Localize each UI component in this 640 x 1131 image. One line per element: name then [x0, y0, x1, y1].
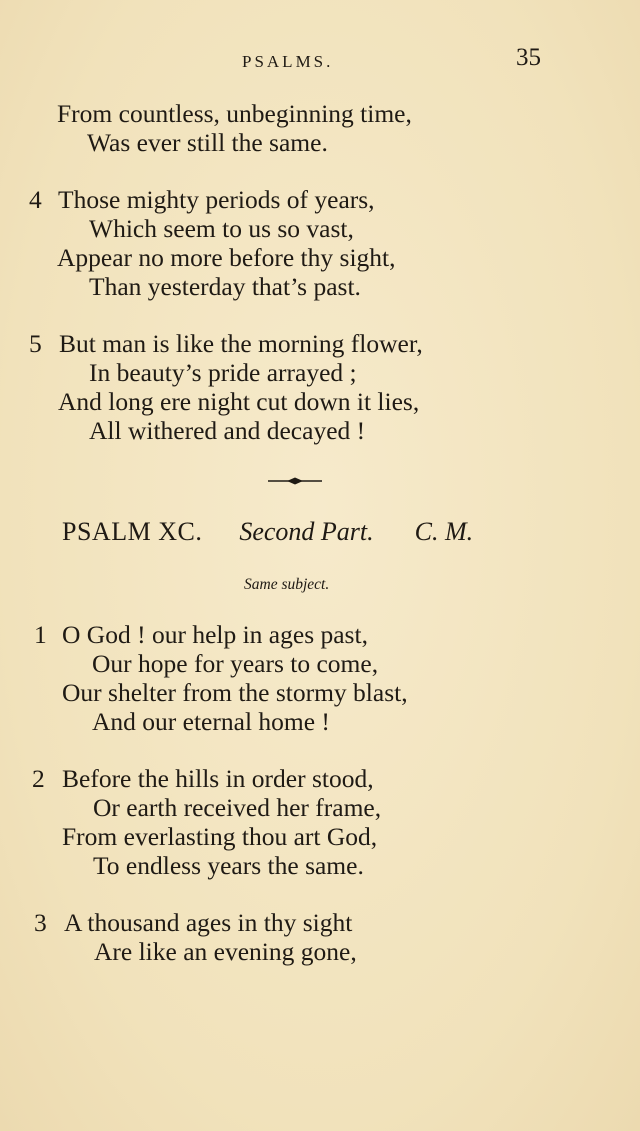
verse-line: Are like an evening gone, [94, 937, 357, 966]
psalm-part: Second Part. [239, 517, 374, 546]
stanza-number: 5 [29, 329, 42, 358]
verse-line: Appear no more before thy sight, [57, 243, 396, 272]
verse-line: O God ! our help in ages past, [62, 620, 368, 649]
stanza-number: 2 [32, 764, 45, 793]
stanza-number: 3 [34, 908, 47, 937]
verse-line: A thousand ages in thy sight [64, 908, 353, 937]
verse-line: And our eternal home ! [92, 707, 330, 736]
verse-line: Our shelter from the stormy blast, [62, 678, 408, 707]
verse-line: Which seem to us so vast, [89, 214, 354, 243]
ornament-divider [267, 474, 323, 488]
verse-line: Was ever still the same. [87, 128, 328, 157]
verse-line: Before the hills in order stood, [62, 764, 374, 793]
verse-line: Than yesterday that’s past. [89, 272, 361, 301]
verse-line: In beauty’s pride arrayed ; [89, 358, 357, 387]
page-number: 35 [516, 44, 541, 71]
verse-line: Our hope for years to come, [92, 649, 379, 678]
psalm-subject: Same subject. [244, 576, 330, 593]
verse-line: Those mighty periods of years, [58, 185, 375, 214]
psalm-title: PSALM XC. [62, 517, 203, 546]
stanza-number: 1 [34, 620, 47, 649]
verse-line: All withered and decayed ! [89, 416, 366, 445]
verse-line: Or earth received her frame, [93, 793, 382, 822]
verse-line: But man is like the morning flower, [59, 329, 423, 358]
verse-line: To endless years the same. [93, 851, 364, 880]
psalm-meter: C. M. [414, 517, 474, 546]
psalm-heading [62, 516, 473, 548]
verse-line: From everlasting thou art God, [62, 822, 378, 851]
verse-line: From countless, unbeginning time, [57, 99, 412, 128]
verse-line: And long ere night cut down it lies, [58, 387, 420, 416]
running-head: PSALMS. [242, 52, 334, 71]
stanza-number: 4 [29, 185, 42, 214]
